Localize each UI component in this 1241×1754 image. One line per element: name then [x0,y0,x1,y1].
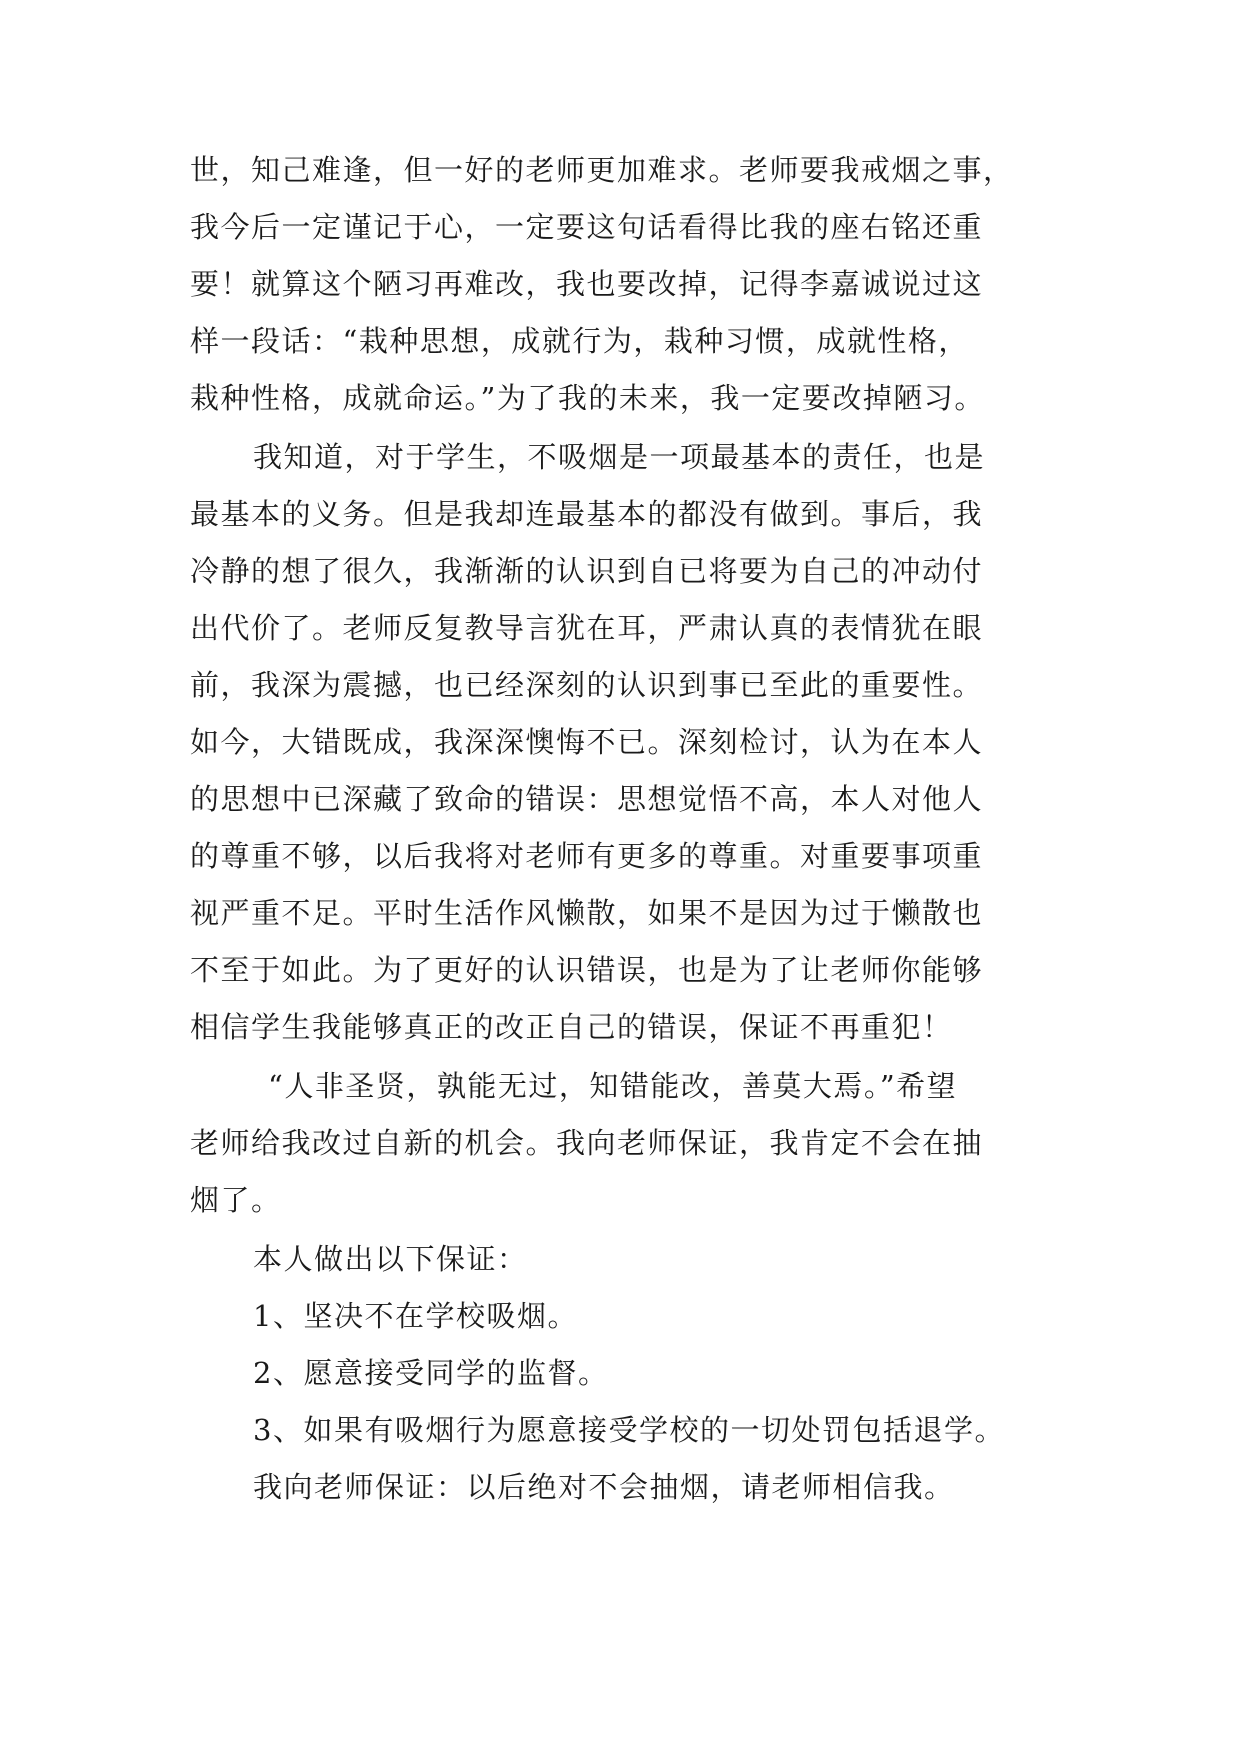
pledge-intro-line: 本人做出以下保证： [253,1242,528,1276]
paragraph-start-line: 我知道，对于学生，不吸烟是一项最基本的责任，也是 [253,440,986,474]
text-line: 冷静的想了很久，我渐渐的认识到自已将要为自己的冲动付 [190,554,984,588]
pledge-item-1: 1、坚决不在学校吸烟。 [253,1299,578,1333]
text-line: 最基本的义务。但是我却连最基本的都没有做到。事后，我 [190,497,984,531]
text-line: 不至于如此。为了更好的认识错误，也是为了让老师你能够 [190,953,984,987]
text-line: 的尊重不够，以后我将对老师有更多的尊重。对重要事项重 [190,839,984,873]
text-line: 相信学生我能够真正的改正自己的错误，保证不再重犯！ [190,1010,953,1044]
pledge-item-3: 3、如果有吸烟行为愿意接受学校的一切处罚包括退学。 [253,1413,1005,1447]
text-line: 烟了。 [190,1183,282,1217]
text-line: 要！就算这个陋习再难改，我也要改掉，记得李嘉诚说过这 [190,267,984,301]
text-line: 视严重不足。平时生活作风懒散，如果不是因为过于懒散也 [190,896,984,930]
paragraph-start-line: “人非圣贤，孰能无过，知错能改，善莫大焉。”希望 [268,1069,958,1103]
pledge-item-2: 2、愿意接受同学的监督。 [253,1356,609,1390]
text-line: 如今，大错既成，我深深懊悔不已。深刻检讨，认为在本人 [190,725,984,759]
text-line: 世，知己难逢，但一好的老师更加难求。老师要我戒烟之事， [190,153,1014,187]
text-line: 我今后一定谨记于心，一定要这句话看得比我的座右铭还重 [190,210,984,244]
closing-line: 我向老师保证：以后绝对不会抽烟，请老师相信我。 [253,1470,955,1504]
text-line: 前，我深为震撼，也已经深刻的认识到事已至此的重要性。 [190,668,984,702]
text-line: 出代价了。老师反复教导言犹在耳，严肃认真的表情犹在眼 [190,611,984,645]
text-line: 的思想中已深藏了致命的错误：思想觉悟不高，本人对他人 [190,782,984,816]
text-line: 栽种性格，成就命运。”为了我的未来，我一定要改掉陋习。 [190,381,985,415]
text-line: 老师给我改过自新的机会。我向老师保证，我肯定不会在抽 [190,1126,984,1160]
text-line: 样一段话：“栽种思想，成就行为，栽种习惯，成就性格， [190,324,969,358]
